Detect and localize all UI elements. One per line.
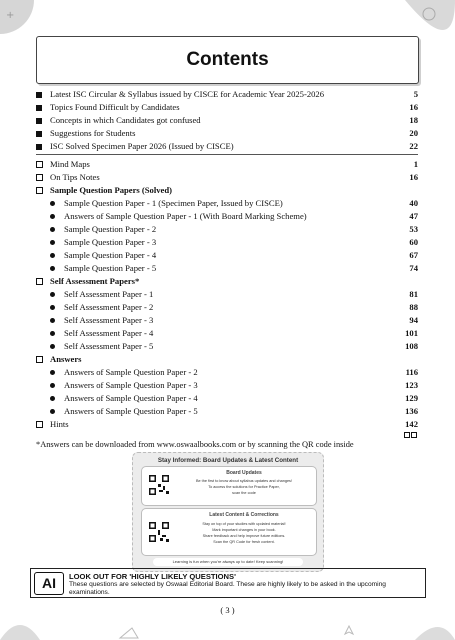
dot-bullet-icon	[50, 227, 64, 232]
toc-page-number: 81	[409, 289, 418, 299]
toc-page-number: 5	[413, 89, 418, 99]
toc-entry-text: Answers of Sample Question Paper - 3	[64, 380, 198, 390]
toc-row[interactable]	[36, 114, 418, 127]
section-heading-text: Sample Question Papers (Solved)	[50, 185, 172, 195]
toc-section-heading	[36, 184, 418, 197]
toc-row[interactable]	[36, 127, 418, 140]
qr-banner-footer: Learning is fun when you're always up to date! Keep scanning!	[153, 558, 303, 566]
toc-page-number: 22	[409, 141, 418, 151]
toc-row[interactable]	[36, 140, 418, 153]
card-line: Share feedback and help improve future editions.	[202, 534, 286, 538]
toc-page-number: 20	[409, 128, 418, 138]
toc-entry-text: Answers of Sample Question Paper - 5	[64, 406, 198, 416]
toc-page-number: 18	[409, 115, 418, 125]
toc-row[interactable]	[36, 171, 418, 184]
card-title: Latest Content & Corrections	[209, 512, 279, 518]
toc-entry-text: Topics Found Difficult by Candidates	[50, 102, 180, 112]
qr-banner-heading: Stay Informed: Board Updates & Latest Content	[157, 457, 299, 464]
toc-row[interactable]	[50, 301, 418, 314]
toc-page-number: 67	[409, 250, 418, 260]
toc-row[interactable]	[50, 405, 418, 418]
filled-square-bullet-icon	[36, 105, 50, 111]
dot-bullet-icon	[50, 370, 64, 375]
dot-bullet-icon	[50, 331, 64, 336]
corner-decoration-top-left	[0, 0, 40, 40]
toc-row[interactable]	[36, 158, 418, 171]
toc-page-number: 60	[409, 237, 418, 247]
toc-section-heading	[36, 353, 418, 366]
card-line: Scan the QR Code for fresh content.	[213, 540, 275, 544]
toc-section-heading	[36, 275, 418, 288]
filled-square-bullet-icon	[36, 92, 50, 98]
board-updates-card	[141, 466, 317, 506]
dot-bullet-icon	[50, 409, 64, 414]
toc-page-number: 116	[405, 367, 418, 377]
open-square-bullet-icon	[36, 187, 50, 194]
toc-entry-text: Mind Maps	[50, 159, 90, 169]
dot-bullet-icon	[50, 214, 64, 219]
open-square-bullet-icon	[36, 174, 50, 181]
toc-row[interactable]	[50, 223, 418, 236]
toc-page-number: 16	[409, 102, 418, 112]
likely-questions-title: LOOK OUT FOR 'HIGHLY LIKELY QUESTIONS'	[69, 572, 236, 581]
page-number: ( 3 )	[220, 605, 235, 615]
toc-entry-text: Concepts in which Candidates got confused	[50, 115, 201, 125]
toc-row[interactable]	[50, 262, 418, 275]
toc-entry-text: Answers of Sample Question Paper - 1 (With Board Marking Scheme)	[64, 211, 307, 221]
dot-bullet-icon	[50, 344, 64, 349]
dot-bullet-icon	[50, 305, 64, 310]
toc-page-number: 47	[409, 211, 418, 221]
toc-page-number: 136	[405, 406, 418, 416]
dot-bullet-icon	[50, 201, 64, 206]
card-line: Be the first to know about syllabus updates and changes!	[195, 479, 293, 483]
contents-title-box	[36, 36, 419, 84]
open-square-bullet-icon	[36, 161, 50, 168]
open-square-bullet-icon	[36, 421, 50, 428]
toc-page-number: 108	[405, 341, 418, 351]
toc-entry-text: Sample Question Paper - 4	[64, 250, 157, 260]
dot-bullet-icon	[50, 396, 64, 401]
filled-square-bullet-icon	[36, 144, 50, 150]
toc-row[interactable]	[50, 392, 418, 405]
toc-entry-text: Self Assessment Paper - 5	[64, 341, 154, 351]
filled-square-bullet-icon	[36, 131, 50, 137]
open-square-bullet-icon	[36, 356, 50, 363]
toc-page-number: 94	[409, 315, 418, 325]
toc-page-number: 129	[405, 393, 418, 403]
likely-questions-description: These questions are selected by Oswaal Editorial Board. These are highly likely to be asked in the upcoming examinations.	[69, 581, 386, 596]
card-title: Board Updates	[226, 470, 262, 476]
toc-page-number: 40	[409, 198, 418, 208]
section-heading-text: Self Assessment Papers*	[50, 276, 140, 286]
toc-entry-text: Sample Question Paper - 2	[64, 224, 157, 234]
dot-bullet-icon	[50, 240, 64, 245]
download-note: *Answers can be downloaded from www.oswaalbooks.com or by scanning the QR code inside	[36, 440, 354, 449]
double-square-end-icon	[404, 431, 418, 439]
dot-bullet-icon	[50, 383, 64, 388]
toc-page-number: 88	[409, 302, 418, 312]
toc-entry-text: Self Assessment Paper - 2	[64, 302, 154, 312]
toc-row[interactable]	[50, 288, 418, 301]
toc-row[interactable]	[50, 379, 418, 392]
toc-row[interactable]	[50, 366, 418, 379]
page-title: Contents	[186, 49, 269, 70]
toc-page-number: 1	[413, 159, 418, 169]
toc-entry-text: Sample Question Paper - 1 (Specimen Paper, Issued by CISCE)	[64, 198, 283, 208]
card-line: To access the solutions for Practice Paper,	[208, 485, 280, 489]
toc-entry-text: Answers of Sample Question Paper - 4	[64, 393, 198, 403]
toc-entry-text: Answers of Sample Question Paper - 2	[64, 367, 198, 377]
toc-entry-text: ISC Solved Specimen Paper 2026 (Issued by CISCE)	[50, 141, 234, 151]
toc-row[interactable]	[50, 249, 418, 262]
card-line: Stay on top of your studies with updated material!	[202, 522, 286, 526]
dot-bullet-icon	[50, 253, 64, 258]
dot-bullet-icon	[50, 318, 64, 323]
highly-likely-questions-box	[30, 568, 426, 598]
toc-page-number: 53	[409, 224, 418, 234]
toc-page-number: 101	[405, 328, 418, 338]
toc-entry-text: Sample Question Paper - 5	[64, 263, 157, 273]
toc-row[interactable]	[50, 197, 418, 210]
toc-entry-text: Latest ISC Circular & Syllabus issued by CISCE for Academic Year 2025-2026	[50, 89, 325, 99]
dot-bullet-icon	[50, 292, 64, 297]
toc-row[interactable]	[50, 327, 418, 340]
toc-row[interactable]	[50, 314, 418, 327]
toc-entry-text: Self Assessment Paper - 1	[64, 289, 154, 299]
toc-row[interactable]	[50, 236, 418, 249]
toc-page-number: 74	[409, 263, 418, 273]
toc-entry-text: On Tips Notes	[50, 172, 100, 182]
toc-row[interactable]	[50, 340, 418, 353]
card-line: scan the code	[232, 491, 256, 495]
qr-code-icon[interactable]	[148, 474, 170, 496]
toc-page-number: 123	[405, 380, 418, 390]
toc-row[interactable]	[36, 418, 418, 431]
toc-page-number: 142	[405, 419, 418, 429]
toc-page-number: 16	[409, 172, 418, 182]
dot-bullet-icon	[50, 266, 64, 271]
qr-updates-banner	[132, 452, 324, 572]
section-heading-text: Answers	[50, 354, 82, 364]
ai-logo-icon: AI	[34, 572, 64, 595]
toc-entry-text: Sample Question Paper - 3	[64, 237, 157, 247]
toc-entry-text: Self Assessment Paper - 4	[64, 328, 154, 338]
filled-square-bullet-icon	[36, 118, 50, 124]
card-line: Mark important changes in your book.	[212, 528, 276, 532]
open-square-bullet-icon	[36, 278, 50, 285]
toc-row[interactable]	[36, 88, 418, 101]
toc-row[interactable]	[36, 101, 418, 114]
section-divider	[36, 154, 418, 155]
toc-entry-text: Hints	[50, 419, 69, 429]
toc-row[interactable]	[50, 210, 418, 223]
qr-code-icon[interactable]	[148, 521, 170, 543]
svg-text:+: +	[6, 10, 15, 21]
toc-entry-text: Self Assessment Paper - 3	[64, 315, 154, 325]
latest-content-card	[141, 508, 317, 556]
toc-entry-text: Suggestions for Students	[50, 128, 136, 138]
